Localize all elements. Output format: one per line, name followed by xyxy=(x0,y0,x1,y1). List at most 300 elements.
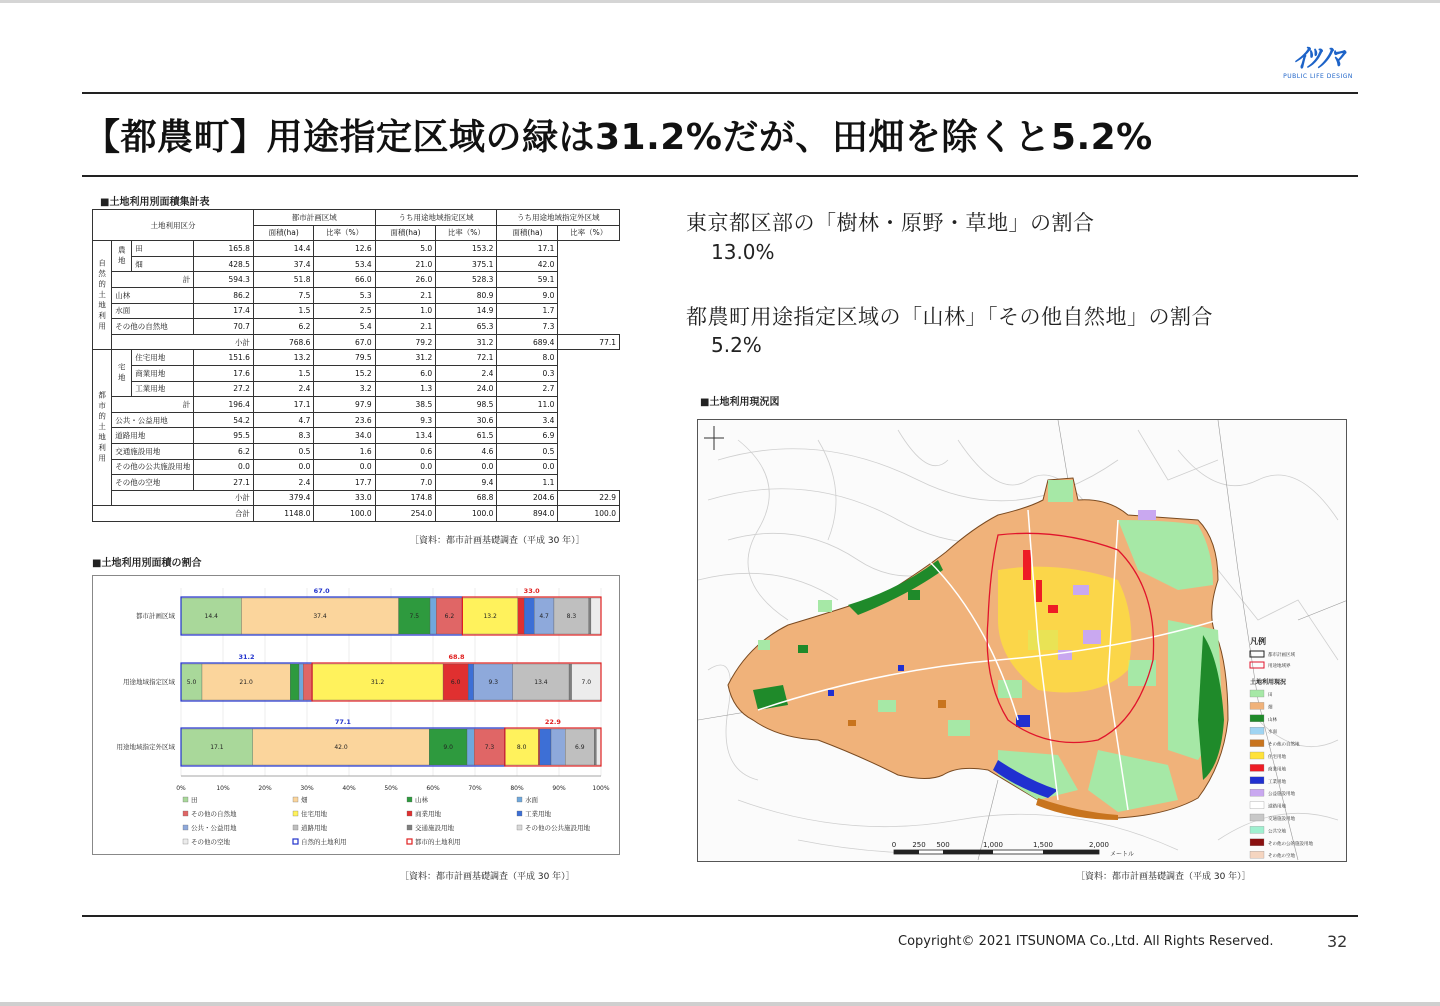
legend-label: 住宅用地 xyxy=(1268,755,1286,760)
table-cell: 0.5 xyxy=(253,443,314,459)
table-cell: 27.2 xyxy=(194,381,254,397)
legend-label: その他の空地 xyxy=(1268,854,1295,860)
legend-label: その他の公的施設用地 xyxy=(1268,841,1313,847)
bar-segment-label: 9.3 xyxy=(488,679,499,686)
table-cell: 17.7 xyxy=(314,475,375,491)
land-use-table xyxy=(92,209,620,522)
legend-label: 商業用地 xyxy=(1268,767,1286,773)
table-row-label: その他の自然地 xyxy=(112,319,194,335)
legend-label: 水面 xyxy=(1268,730,1277,736)
legend-label: 交通施設用地 xyxy=(1268,817,1295,822)
x-tick-label: 100% xyxy=(592,785,610,792)
table-cell: 86.2 xyxy=(194,287,254,303)
table-cell: 3.4 xyxy=(497,412,558,428)
table-cell: 80.9 xyxy=(436,287,497,303)
legend-swatch xyxy=(407,825,412,830)
x-tick-label: 70% xyxy=(468,785,482,792)
table-cell: 1148.0 xyxy=(253,506,314,522)
legend-boundary-label: 都市計画区域 xyxy=(1268,653,1295,658)
table-cell: 4.7 xyxy=(253,412,314,428)
table-row-label: 公共・公益用地 xyxy=(112,412,194,428)
table-row xyxy=(93,365,620,381)
legend-label: 都市的土地利用 xyxy=(415,838,461,846)
legend-swatch xyxy=(1250,826,1264,833)
comparison-value-2: 5.2% xyxy=(711,333,762,357)
table-header-category: 土地利用区分 xyxy=(93,210,254,241)
x-tick-label: 50% xyxy=(384,785,398,792)
table-cell: 33.0 xyxy=(314,490,375,506)
urban-total-label: 68.8 xyxy=(448,653,465,661)
bar-segment-label: 9.0 xyxy=(443,744,453,751)
legend-swatch xyxy=(1250,802,1264,809)
chart-source: ［資料：都市計画基礎調査（平成 30 年）］ xyxy=(400,872,575,882)
legend-swatch xyxy=(183,797,188,802)
table-cell: 77.1 xyxy=(558,334,620,350)
table-cell: 768.6 xyxy=(253,334,314,350)
farm-group-label: 農地 xyxy=(112,241,132,272)
table-cell: 528.3 xyxy=(436,272,497,288)
table-source: ［資料：都市計画基礎調査（平成 30 年）］ xyxy=(410,536,585,546)
table-row xyxy=(93,287,620,303)
legend-swatch xyxy=(1250,777,1264,784)
table-cell: 5.0 xyxy=(375,241,436,257)
table-group-header: 都市計画区域 xyxy=(253,210,375,226)
table-row xyxy=(93,334,620,350)
legend-title: 凡例 xyxy=(1250,637,1266,646)
urban-group-label: 都市的土地利用 xyxy=(93,350,112,506)
table-row xyxy=(93,475,620,491)
table-cell: 100.0 xyxy=(436,506,497,522)
bar-segment xyxy=(540,729,551,765)
table-cell: 14.4 xyxy=(253,241,314,257)
bar-segment-label: 8.0 xyxy=(516,744,527,751)
table-cell: 54.2 xyxy=(194,412,254,428)
table-cell: 8.3 xyxy=(253,428,314,444)
legend-swatch xyxy=(293,797,298,802)
bar-segment xyxy=(290,664,299,700)
bar-segment-label: 8.3 xyxy=(566,613,577,620)
table-cell: 165.8 xyxy=(194,241,254,257)
table-row xyxy=(93,272,620,288)
table-row-label: 計 xyxy=(112,397,194,413)
residential-group-label: 宅地 xyxy=(112,350,132,397)
table-row-label: 田 xyxy=(132,241,194,257)
table-row xyxy=(93,490,620,506)
table-cell: 38.5 xyxy=(375,397,436,413)
legend-label: 道路用地 xyxy=(301,824,327,832)
table-cell: 0.0 xyxy=(497,459,558,475)
table-row xyxy=(93,459,620,475)
bar-segment-label: 7.5 xyxy=(409,613,420,620)
legend-swatch xyxy=(1250,715,1264,722)
table-cell: 7.3 xyxy=(497,319,558,335)
legend-label: 公益施設用地 xyxy=(1268,792,1295,798)
table-cell: 0.6 xyxy=(375,443,436,459)
natural-total-label: 67.0 xyxy=(313,587,330,595)
table-cell: 31.2 xyxy=(436,334,497,350)
legend-swatch xyxy=(407,811,412,816)
legend-label: 田 xyxy=(1268,693,1273,698)
table-cell: 72.1 xyxy=(436,350,497,366)
map-source: ［資料：都市計画基礎調査（平成 30 年）］ xyxy=(1076,872,1251,882)
table-cell: 6.2 xyxy=(253,319,314,335)
legend-label: その他の公共施設用地 xyxy=(525,824,590,832)
table-cell: 1.7 xyxy=(497,303,558,319)
table-cell: 22.9 xyxy=(558,490,620,506)
table-cell: 26.0 xyxy=(375,272,436,288)
table-row-label: 小計 xyxy=(112,490,254,506)
bar-segment-label: 14.4 xyxy=(204,613,218,620)
legend-subtitle: 土地利用現況 xyxy=(1250,679,1287,686)
table-cell: 2.7 xyxy=(497,381,558,397)
legend-swatch xyxy=(293,825,298,830)
bar-segment-label: 13.4 xyxy=(534,679,548,686)
table-area-header: 面積(ha) xyxy=(375,225,436,241)
map-svg xyxy=(698,420,1347,862)
urban-total-label: 33.0 xyxy=(523,587,540,595)
table-cell: 689.4 xyxy=(497,334,558,350)
table-cell: 65.3 xyxy=(436,319,497,335)
bar-segment xyxy=(468,664,473,700)
x-tick-label: 0% xyxy=(176,785,186,792)
legend-label: 工業用地 xyxy=(1268,779,1286,785)
bar-category-label: 都市計画区域 xyxy=(136,612,175,620)
legend-swatch xyxy=(1250,727,1264,734)
table-cell: 17.6 xyxy=(194,365,254,381)
legend-swatch xyxy=(1250,740,1264,747)
table-cell: 2.5 xyxy=(314,303,375,319)
legend-swatch xyxy=(407,839,412,844)
bar-segment xyxy=(518,598,524,634)
x-tick-label: 80% xyxy=(510,785,524,792)
table-cell: 53.4 xyxy=(314,256,375,272)
bar-segment xyxy=(430,598,436,634)
table-cell: 68.8 xyxy=(436,490,497,506)
table-cell: 31.2 xyxy=(375,350,436,366)
legend-swatch xyxy=(1250,764,1264,771)
table-cell: 1.1 xyxy=(497,475,558,491)
bar-segment-label: 31.2 xyxy=(370,679,385,686)
legend-swatch xyxy=(1250,851,1264,858)
table-row xyxy=(93,397,620,413)
table-cell: 2.1 xyxy=(375,319,436,335)
table-cell: 97.9 xyxy=(314,397,375,413)
brand-logo xyxy=(1276,45,1360,89)
table-cell: 8.0 xyxy=(497,350,558,366)
bar-segment xyxy=(596,729,601,765)
bar-segment xyxy=(538,729,539,765)
table-cell: 59.1 xyxy=(497,272,558,288)
legend-swatch xyxy=(183,811,188,816)
bar-segment xyxy=(524,598,534,634)
legend-swatch xyxy=(293,811,298,816)
scale-label: 1,500 xyxy=(1032,841,1054,849)
x-tick-label: 10% xyxy=(216,785,230,792)
table-row xyxy=(93,443,620,459)
table-row xyxy=(93,319,620,335)
table-row-label: その他の空地 xyxy=(112,475,194,491)
table-row-label: 計 xyxy=(112,272,194,288)
comparison-line-2: 都農町用途指定区域の「山林」「その他自然地」の割合 xyxy=(686,305,1213,329)
table-ratio-header: 比率（%） xyxy=(436,225,497,241)
table-section-title: ■土地利用別面積集計表 xyxy=(100,197,210,208)
bar-segment-label: 4.7 xyxy=(539,613,549,620)
bar-segment-label: 17.1 xyxy=(210,744,224,751)
table-cell: 7.0 xyxy=(375,475,436,491)
table-row xyxy=(93,412,620,428)
bar-segment-label: 5.0 xyxy=(186,679,197,686)
natural-total-label: 31.2 xyxy=(238,653,255,661)
table-cell: 0.0 xyxy=(436,459,497,475)
table-cell: 14.9 xyxy=(436,303,497,319)
legend-swatch xyxy=(293,839,298,844)
scale-bar xyxy=(894,850,1099,854)
bar-segment-label: 6.2 xyxy=(444,613,455,620)
table-row-label: 山林 xyxy=(112,287,194,303)
brand-tagline: PUBLIC LIFE DESIGN xyxy=(1283,73,1353,80)
table-cell: 24.0 xyxy=(436,381,497,397)
table-cell: 9.4 xyxy=(436,475,497,491)
table-cell: 2.1 xyxy=(375,287,436,303)
legend-label: 工業用地 xyxy=(525,810,551,818)
scale-label: 2,000 xyxy=(1088,841,1110,849)
table-row-label: 工業用地 xyxy=(132,381,194,397)
table-row xyxy=(93,256,620,272)
table-ratio-header: 比率（%） xyxy=(558,225,620,241)
slide-title: 【都農町】用途指定区域の緑は31.2%だが、田畑を除くと5.2% xyxy=(84,117,1153,158)
table-cell: 34.0 xyxy=(314,428,375,444)
chart-svg xyxy=(93,576,621,856)
table-row-label: 交通施設用地 xyxy=(112,443,194,459)
legend-swatch xyxy=(1250,789,1264,796)
table-cell: 379.4 xyxy=(253,490,314,506)
table-row-label: 住宅用地 xyxy=(132,350,194,366)
table-row-label: 道路用地 xyxy=(112,428,194,444)
bar-segment-label: 21.0 xyxy=(239,679,253,686)
table-cell: 594.3 xyxy=(194,272,254,288)
table-row xyxy=(93,241,620,257)
table-ratio-header: 比率（%） xyxy=(314,225,375,241)
table-cell: 196.4 xyxy=(194,397,254,413)
bar-segment xyxy=(569,664,572,700)
table-cell: 37.4 xyxy=(253,256,314,272)
legend-label: 住宅用地 xyxy=(301,810,327,818)
table-cell: 66.0 xyxy=(314,272,375,288)
scale-unit: メートル xyxy=(1110,851,1135,858)
table-cell: 70.7 xyxy=(194,319,254,335)
bar-segment-label: 37.4 xyxy=(313,613,327,620)
table-cell: 13.2 xyxy=(253,350,314,366)
bar-segment-label: 7.0 xyxy=(581,679,592,686)
table-row-label: 小計 xyxy=(112,334,254,350)
bar-segment xyxy=(594,729,596,765)
urban-total-label: 22.9 xyxy=(544,718,561,726)
legend-boundary-label: 用途地域界 xyxy=(1268,664,1291,669)
table-cell: 2.4 xyxy=(253,475,314,491)
table-cell: 1.3 xyxy=(375,381,436,397)
legend-swatch xyxy=(1250,839,1264,846)
table-cell: 5.3 xyxy=(314,287,375,303)
bar-segment xyxy=(299,664,303,700)
table-row xyxy=(93,303,620,319)
legend-swatch xyxy=(517,797,522,802)
table-cell: 1.5 xyxy=(253,365,314,381)
natural-total-label: 77.1 xyxy=(334,718,351,726)
legend-label: 道路用地 xyxy=(1268,804,1286,810)
table-cell: 67.0 xyxy=(314,334,375,350)
table-header-row xyxy=(93,210,620,226)
table-cell: 79.5 xyxy=(314,350,375,366)
table-cell: 0.3 xyxy=(497,365,558,381)
legend-label: 自然的土地利用 xyxy=(301,838,347,846)
bar-segment xyxy=(591,598,601,634)
x-tick-label: 20% xyxy=(258,785,272,792)
bar-segment-label: 6.0 xyxy=(450,679,461,686)
table-group-header: うち用途地域指定区域 xyxy=(375,210,497,226)
legend-swatch xyxy=(517,825,522,830)
chart-section-title: ■土地利用別面積の割合 xyxy=(92,558,202,569)
legend-swatch xyxy=(1250,814,1264,821)
table-cell: 23.6 xyxy=(314,412,375,428)
table-row-label: その他の公共施設用地 xyxy=(112,459,194,475)
title-bottom-rule xyxy=(82,175,1358,177)
table-cell: 21.0 xyxy=(375,256,436,272)
table-cell: 151.6 xyxy=(194,350,254,366)
bar-segment xyxy=(303,664,312,700)
table-cell: 15.2 xyxy=(314,365,375,381)
table-cell: 1.6 xyxy=(314,443,375,459)
legend-label: 公共空地 xyxy=(1268,829,1286,835)
legend-label: 畑 xyxy=(1268,705,1273,711)
table-cell: 174.8 xyxy=(375,490,436,506)
table-row xyxy=(93,381,620,397)
x-tick-label: 90% xyxy=(552,785,566,792)
legend-label: 交通施設用地 xyxy=(415,824,454,832)
legend-swatch xyxy=(183,825,188,830)
copyright: Copyright© 2021 ITSUNOMA Co.,Ltd. All Rights Reserved. xyxy=(898,934,1274,949)
table-cell: 95.5 xyxy=(194,428,254,444)
legend-label: その他の空地 xyxy=(191,838,230,846)
scale-label: 1,000 xyxy=(982,841,1004,849)
legend-label: 商業用地 xyxy=(415,810,441,818)
table-row xyxy=(93,350,620,366)
bar-segment-label: 6.9 xyxy=(575,744,585,751)
table-cell: 254.0 xyxy=(375,506,436,522)
table-cell: 9.3 xyxy=(375,412,436,428)
table-row-label: 水面 xyxy=(112,303,194,319)
table-cell: 51.8 xyxy=(253,272,314,288)
x-tick-label: 30% xyxy=(300,785,314,792)
table-cell: 204.6 xyxy=(497,490,558,506)
table-row xyxy=(93,506,620,522)
legend-label: 山林 xyxy=(415,796,428,804)
legend-label: その他の自然地 xyxy=(191,810,237,818)
natural-group-label: 自然的土地利用 xyxy=(93,241,112,350)
table-cell: 42.0 xyxy=(497,256,558,272)
land-use-map xyxy=(697,419,1347,862)
bar-category-label: 用途地域指定区域 xyxy=(123,678,175,686)
table-cell: 30.6 xyxy=(436,412,497,428)
table-cell: 2.4 xyxy=(436,365,497,381)
table-cell: 0.0 xyxy=(314,459,375,475)
table-area-header: 面積(ha) xyxy=(253,225,314,241)
table-row-label: 合計 xyxy=(93,506,254,522)
table-cell: 98.5 xyxy=(436,397,497,413)
table-cell: 100.0 xyxy=(314,506,375,522)
x-tick-label: 40% xyxy=(342,785,356,792)
table-cell: 61.5 xyxy=(436,428,497,444)
table-row xyxy=(93,428,620,444)
legend-label: 山林 xyxy=(1268,717,1277,723)
table-cell: 7.5 xyxy=(253,287,314,303)
legend-swatch xyxy=(1250,752,1264,759)
table-cell: 153.2 xyxy=(436,241,497,257)
table-group-header: うち用途地域指定外区域 xyxy=(497,210,620,226)
table-row-label: 畑 xyxy=(132,256,194,272)
table-cell: 6.2 xyxy=(194,443,254,459)
legend-swatch xyxy=(1250,690,1264,697)
table-cell: 13.4 xyxy=(375,428,436,444)
table-cell: 3.2 xyxy=(314,381,375,397)
scale-label: 250 xyxy=(912,841,926,849)
scale-label: 500 xyxy=(936,841,950,849)
bar-segment xyxy=(551,729,565,765)
table-cell: 17.1 xyxy=(253,397,314,413)
table-cell: 17.4 xyxy=(194,303,254,319)
bar-segment xyxy=(589,598,591,634)
table-cell: 27.1 xyxy=(194,475,254,491)
table-row-label: 商業用地 xyxy=(132,365,194,381)
table-cell: 100.0 xyxy=(558,506,620,522)
table-area-header: 面積(ha) xyxy=(497,225,558,241)
table-cell: 6.0 xyxy=(375,365,436,381)
table-cell: 17.1 xyxy=(497,241,558,257)
x-tick-label: 60% xyxy=(426,785,440,792)
table-cell: 0.0 xyxy=(375,459,436,475)
table-cell: 4.6 xyxy=(436,443,497,459)
map-section-title: ■土地利用現況図 xyxy=(700,397,780,408)
legend-label: 畑 xyxy=(301,796,308,804)
table-cell: 0.0 xyxy=(253,459,314,475)
table-cell: 894.0 xyxy=(497,506,558,522)
legend-swatch xyxy=(407,797,412,802)
table-cell: 0.0 xyxy=(194,459,254,475)
table-cell: 11.0 xyxy=(497,397,558,413)
title-top-rule xyxy=(82,92,1358,94)
legend-label: その他の自然地 xyxy=(1268,742,1300,748)
bar-segment-label: 7.3 xyxy=(484,744,495,751)
table-cell: 9.0 xyxy=(497,287,558,303)
legend-boundary-swatch xyxy=(1250,651,1264,657)
bar-segment-label: 42.0 xyxy=(334,744,348,751)
table-cell: 1.0 xyxy=(375,303,436,319)
table-cell: 0.5 xyxy=(497,443,558,459)
bar-category-label: 用途地域指定外区域 xyxy=(116,743,175,751)
legend-label: 公共・公益用地 xyxy=(191,824,237,832)
north-arrow-icon xyxy=(704,426,724,450)
legend-swatch xyxy=(517,811,522,816)
legend-label: 水面 xyxy=(525,796,538,804)
footer-rule xyxy=(82,915,1358,917)
ratio-bar-chart xyxy=(92,575,620,855)
table-cell: 1.5 xyxy=(253,303,314,319)
bar-segment-label: 13.2 xyxy=(483,613,497,620)
table-cell: 79.2 xyxy=(375,334,436,350)
table-cell: 428.5 xyxy=(194,256,254,272)
table-cell: 6.9 xyxy=(497,428,558,444)
page-number: 32 xyxy=(1327,932,1348,951)
table-cell: 2.4 xyxy=(253,381,314,397)
